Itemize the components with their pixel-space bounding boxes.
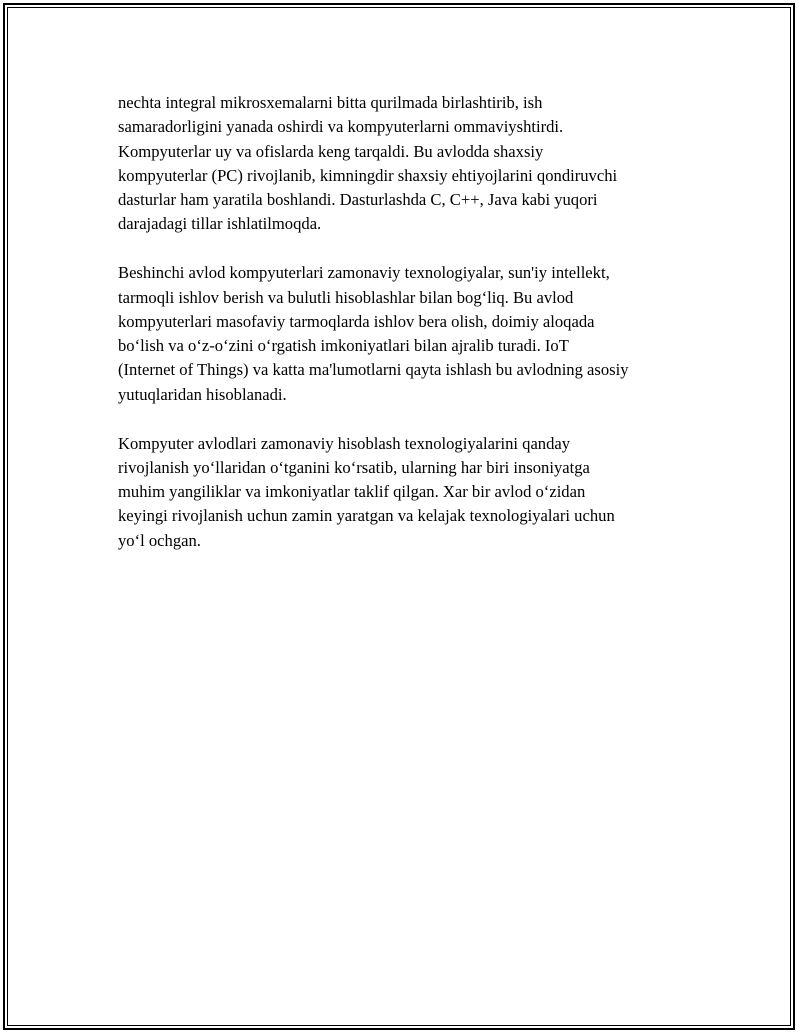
document-body bbox=[118, 91, 708, 578]
paragraph-fifth-generation: Beshinchi avlod kompyuterlari zamonaviy texnologiyalar, sun'iy intellekt, tarmoqli ishlov berish va bulutli hisoblashlar bilan bog‘liq. Bu avlod kompyuterlari masofaviy tarmoqlarda ishlov bera olish, doimiy aloqada bo‘lish va o‘z-o‘zini o‘rgatish imkoniyatlari bilan ajralib turadi. IoT (Internet of Things) va katta ma'lumotlarni qayta ishlash bu avlodning asosiy yutuqlaridan hisoblanadi. bbox=[118, 263, 629, 404]
paragraph-fourth-generation-end: nechta integral mikrosxemalarni bitta qurilmada birlashtirib, ish samaradorligini yanada oshirdi va kompyuterlarni ommaviyshtirdi. Kompyuterlar uy va ofislarda keng tarqaldi. Bu avlodda shaxsiy kompyuterlar (PC) rivojlanib, kimningdir shaxsiy ehtiyojlarini qondiruvchi dasturlar ham yaratila boshlandi. Dasturlashda C, C++, Java kabi yuqori darajadagi tillar ishlatilmoqda. bbox=[118, 93, 618, 234]
paragraph-conclusion: Kompyuter avlodlari zamonaviy hisoblash texnologiyalarini qanday rivojlanish yo‘llaridan o‘tganini ko‘rsatib, ularning har biri insoniyatga muhim yangiliklar va imkoniyatlar taklif qilgan. Xar bir avlod o‘zidan keyingi rivojlanish uchun zamin yaratgan va kelajak texnologiyalari uchun yo‘l ochgan. bbox=[118, 433, 615, 550]
